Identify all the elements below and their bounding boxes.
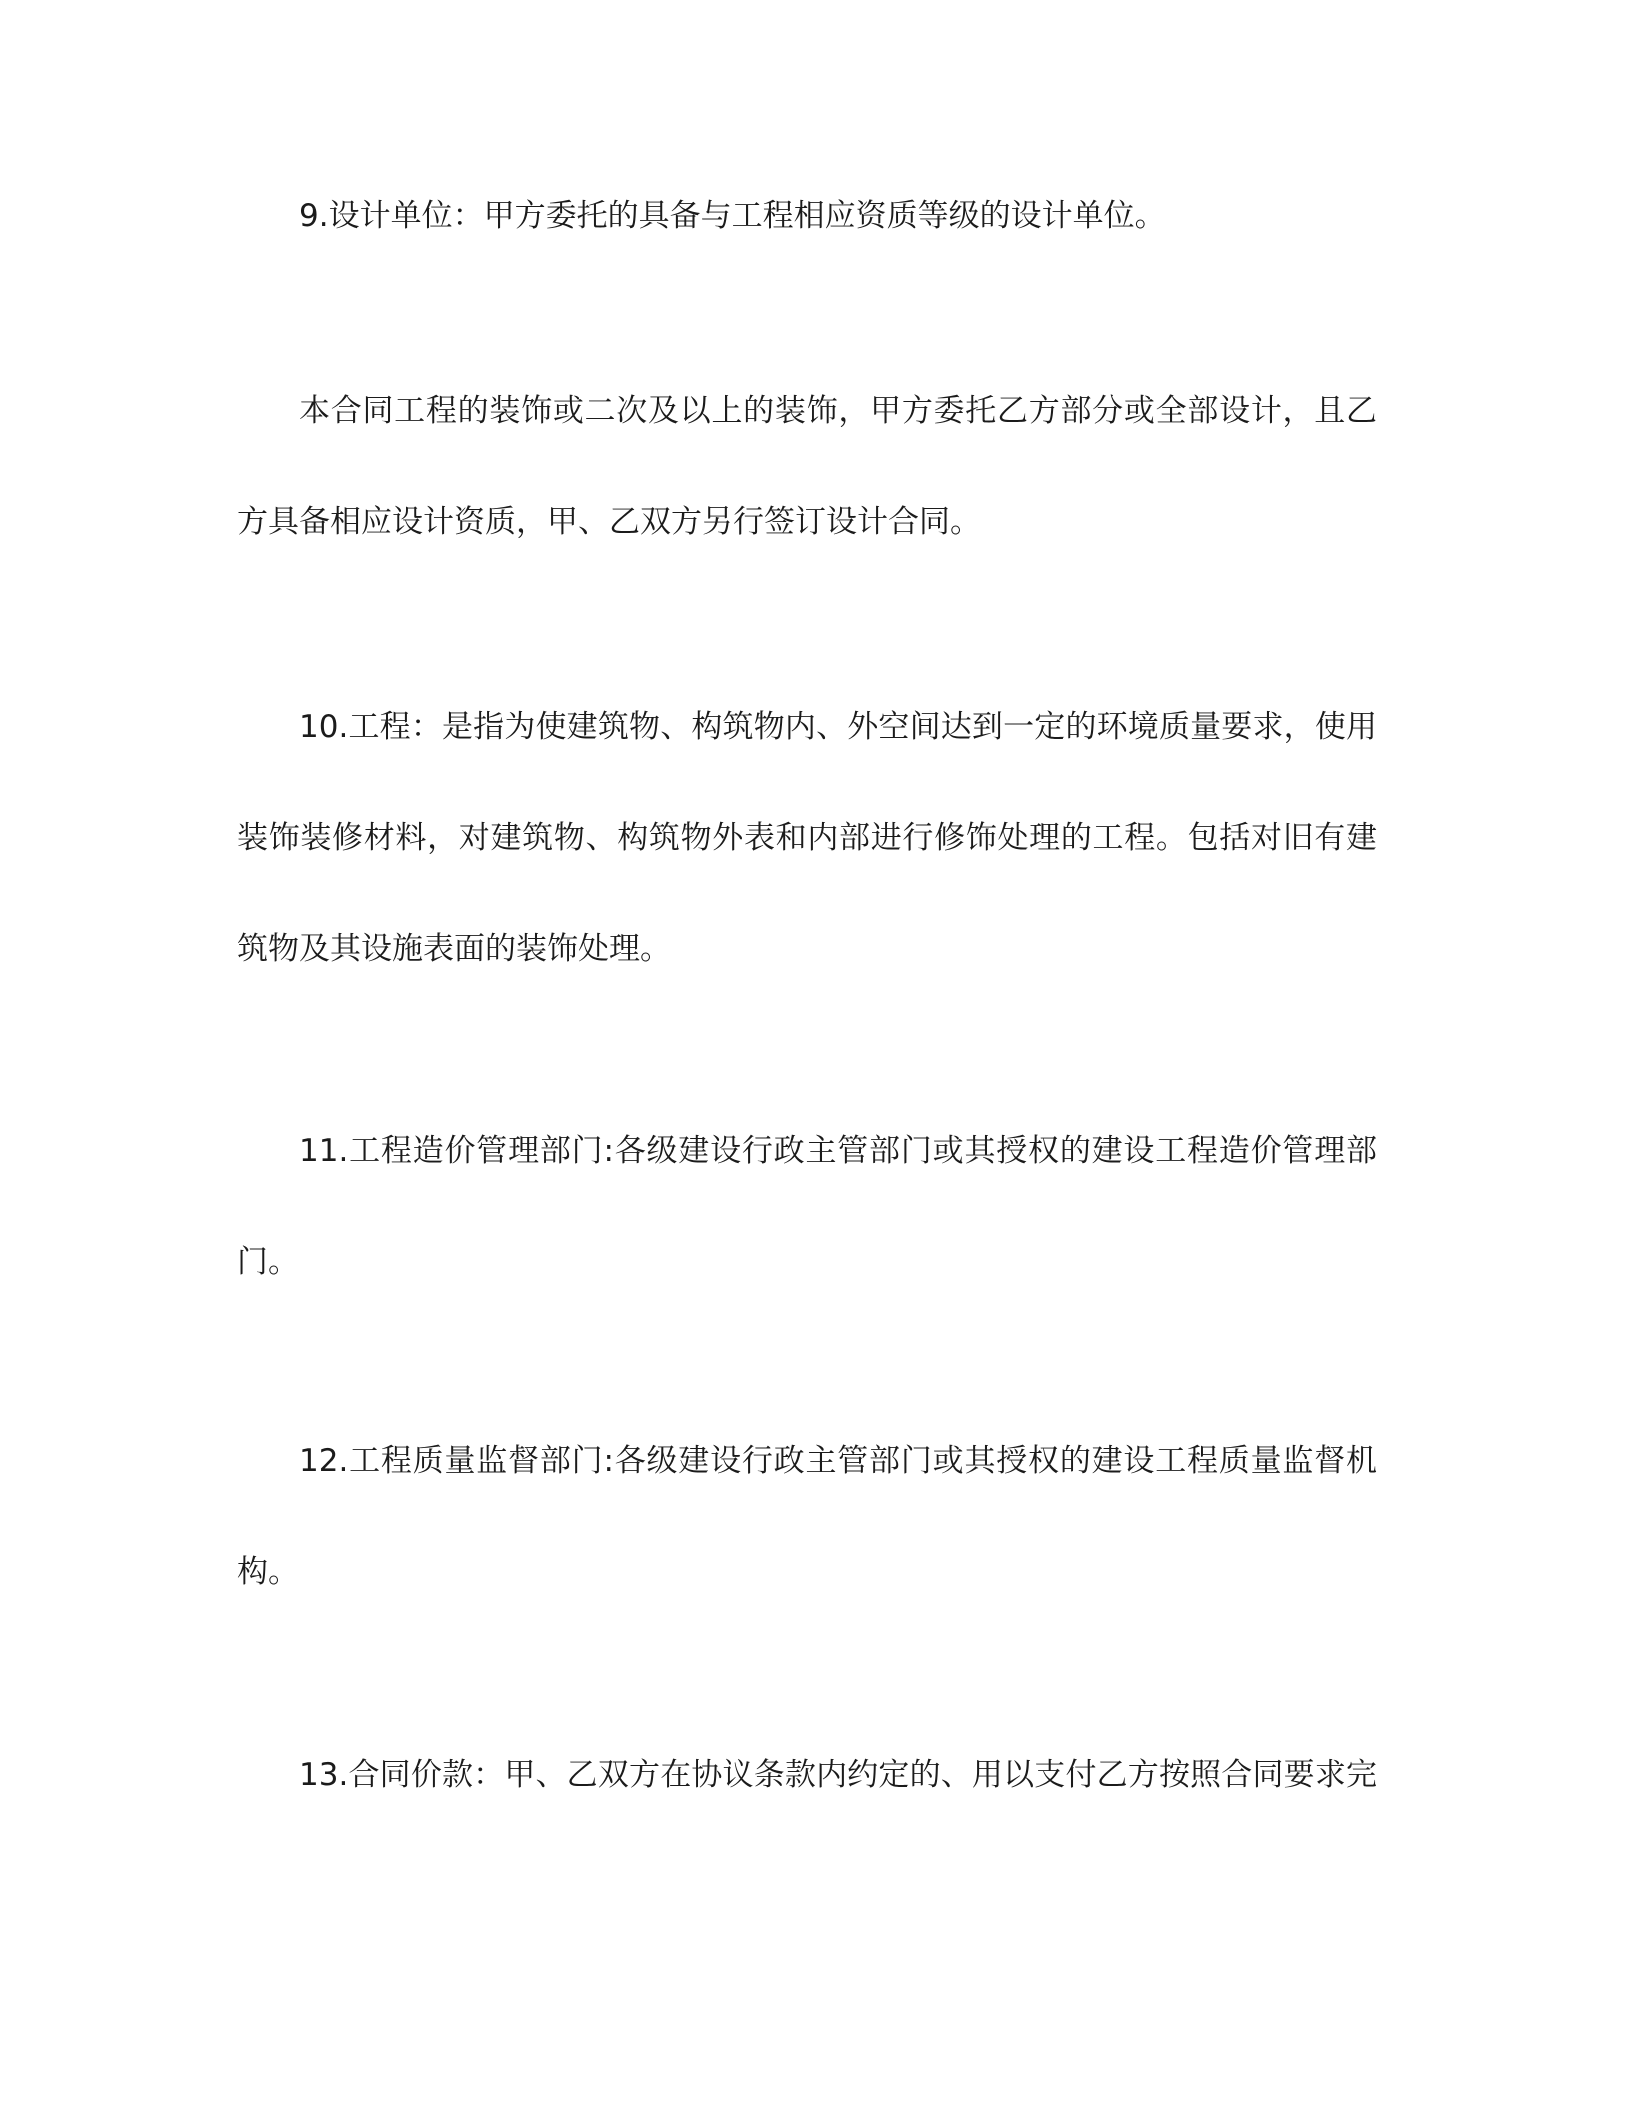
paragraph-line: 筑物及其设施表面的装饰处理。: [237, 931, 671, 967]
paragraph-project-definition: [237, 672, 1377, 1005]
paragraph-line: 构。: [237, 1554, 299, 1590]
paragraph-line: 12.工程质量监督部门:各级建设行政主管部门或其授权的建设工程质量监督机: [299, 1443, 1377, 1479]
paragraph-cost-management-dept: [237, 1096, 1377, 1318]
paragraph-line: 10.工程：是指为使建筑物、构筑物内、外空间达到一定的环境质量要求，使用: [299, 709, 1377, 745]
paragraph-line: 方具备相应设计资质，甲、乙双方另行签订设计合同。: [237, 504, 981, 540]
paragraph-design-commission: [237, 356, 1377, 578]
paragraph-line: 13.合同价款：甲、乙双方在协议条款内约定的、用以支付乙方按照合同要求完: [299, 1757, 1377, 1793]
paragraph-line: 本合同工程的装饰或二次及以上的装饰，甲方委托乙方部分或全部设计，且乙: [299, 393, 1377, 429]
paragraph-line: 9.设计单位：甲方委托的具备与工程相应资质等级的设计单位。: [299, 198, 1166, 234]
paragraph-quality-supervision-dept: [237, 1406, 1377, 1628]
paragraph-line: 装饰装修材料，对建筑物、构筑物外表和内部进行修饰处理的工程。包括对旧有建: [237, 820, 1377, 856]
paragraph-contract-price: [237, 1720, 1377, 1831]
paragraph-design-unit: [237, 161, 1377, 272]
paragraph-line: 门。: [237, 1244, 299, 1280]
paragraph-line: 11.工程造价管理部门:各级建设行政主管部门或其授权的建设工程造价管理部: [299, 1133, 1377, 1169]
